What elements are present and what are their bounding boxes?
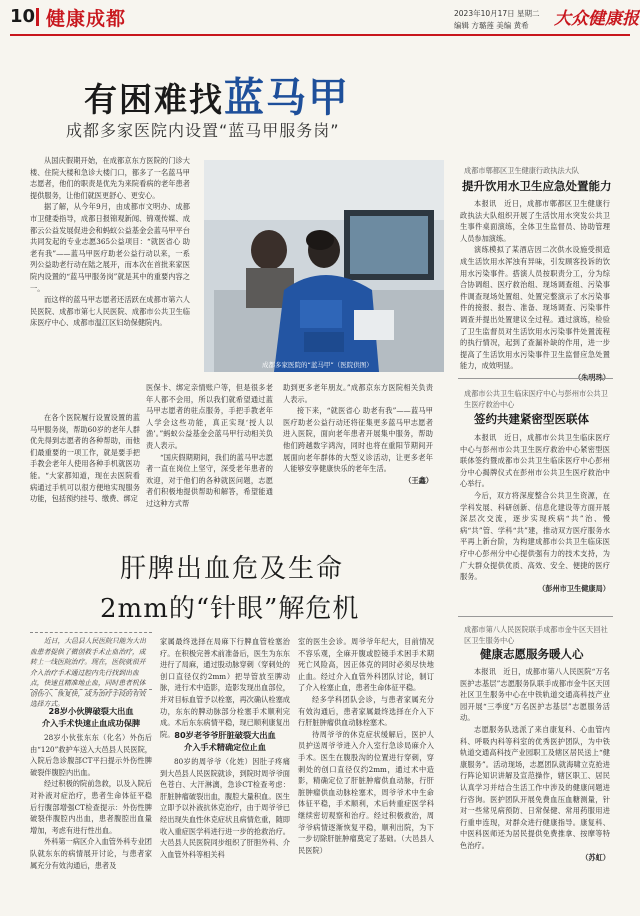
second-article-column-4: [298, 636, 434, 856]
news-brief-3-source: 成都市第八人民医院联手成都市金牛区天回社区卫生服务中心: [464, 625, 608, 645]
paragraph: 本报讯 近日，成都市郫都区卫生健康行政执法大队组织开展了生活饮用水突发公共卫生事件桌面演练，全体卫生监督员、协助管理人员参加演练。: [460, 199, 610, 243]
paragraph: 经过积极的院前急救，以及入院后对补液对症治疗，患者生命体征平稳后行腹部增强CT检查提示：外伤性脾破裂伴腹腔内出血，患者腹腔出血量增加，考虑有进行性出血。: [30, 779, 152, 835]
news-brief-3-body: [460, 666, 610, 863]
main-article-column-4: [283, 382, 433, 486]
paragraph: 室的医生会诊。周爷爷年纪大，目前情况不容乐观，全麻开腹或腔镜手术困手术期死亡风险高，因正体克的同时必须尽快地止血。经过介入血管外科团队讨论，制订了介入栓塞止血，患者生命体征平稳。: [298, 637, 434, 693]
paragraph: 外科第一病区介入血管外科专业团队就东东的病情展开讨论，与患者家属充分有效沟通后，患者及: [30, 837, 152, 870]
header-accent-bar: [36, 8, 39, 26]
photo-caption: 成都多家医院的“蓝马甲”（医院供图）: [262, 361, 373, 369]
main-headline-prefix: 有困难找: [84, 80, 224, 119]
second-article-subhead-1: [30, 705, 152, 729]
news-brief-2-title: 签约共建紧密型医联体: [474, 412, 589, 426]
second-article-subhead-2: [160, 729, 290, 753]
paragraph: 80岁的周爷爷（化姓）因肚子疼痛到大邑县人民医院就诊，到院时周爷爷面色苍白、大汗淋漓，急诊CT检查考虑：肝脏肿瘤破裂出血，腹腔大量积血。医生立即予以补液抗休克治疗，由于周爷爷已经出现失血性休克症状且病情危重，随即收入重症医学科进行进一步的抢救治疗。大邑县人民医院同步组织了肝胆外科、介入血管外科等相关科: [160, 757, 290, 859]
news-brief-1-source: 成都市郫都区卫生健康行政执法大队: [464, 166, 580, 175]
paragraph: 据了解，从今年9月，由成都市文明办、成都市卫健委指导，成都日报锦观新闻、锦观传媒、成都云公益发展促进会和蚂蚁公益基金会蓝马甲平台共同发起的专业志愿365公益项目：“就医省心 助老有我”——蓝马甲医疗助老公益行动以来，一系列公益助老行动在陆之展开，而本次在首批来家医院内设置的“蓝马甲服务岗”就是其中的重要内容之一。: [30, 202, 190, 293]
main-article-column-3: [146, 382, 273, 510]
issue-date: 2023年10月17日 星期二: [454, 9, 540, 18]
author-credit: （苏虹）: [581, 852, 610, 862]
editors-line: 编辑 方璐莲 美编 黄希: [454, 21, 529, 30]
news-brief-3-title: 健康志愿服务暖人心: [480, 647, 584, 661]
header-rule: [10, 34, 630, 36]
paragraph: 助到更多老年朋友。”成都京东方医院相关负责人表示。: [283, 383, 433, 404]
author-credit: （王鑫）: [404, 475, 433, 485]
subhead-text: 28岁小伙脾破裂大出血 介入手术快速止血成功保脾: [41, 706, 141, 728]
main-article-column-1: [30, 155, 190, 329]
paragraph: 家属最终选择在局麻下行脾血管栓塞治疗。在积极完善术前准备后，医生为东东进行了局麻，通过股动脉穿刺（穿刺处的创口直径仅约2mm）把导管放至脾动脉，进行术中造影，造影发现出血部位，并对目标血管予以栓塞，再次确认栓塞成功，东东的脾动脉部分栓塞手术顺利完成。术后东东病情平稳，现已顺利康复出院。: [160, 637, 290, 739]
paragraph: 28岁小伙张东东（化名）外伤后由“120”救护车送入大邑县人民医院，入院后急诊腹部CT平扫提示外伤性脾破裂伴腹腔内出血。: [30, 733, 152, 777]
paragraph: 本报讯 近日，成都市第八人民医院“万名医护志基层”志愿服务队联手成都市金牛区天回社区卫生服务中心在中铁轨道交通高科技产业园开展“三季度”万名医护志基层”志愿服务活动。: [460, 667, 610, 723]
main-headline-highlight: 蓝马甲: [224, 75, 350, 121]
paragraph: 待周爷爷的休克症状缓解后，医护人员护送周爷爷进入介入室行急诊局麻介入手术。医生在腹股沟的位置进行穿刺，穿刺处的创口直径仅约2mm，通过术中造影，精确定位了肝脏肿瘤供血动脉，行肝脏肿瘤供血动脉栓塞术，周爷爷术中生命体征平稳，手术顺利，术后转重症医学科继续密切观察和治疗。经过积极救治，周爷爷病情逐渐恢复平稳，顺利出院，为下一步切除肝脏肿瘤奠定了基础。（大邑县人民医院）: [298, 729, 434, 855]
subhead-text: 80岁老爷爷肝脏破裂大出血 介入手术精确定位止血: [174, 730, 276, 752]
news-brief-1-title: 提升饮用水卫生应急处置能力: [462, 179, 612, 193]
news-brief-2-body: [460, 432, 610, 594]
second-article-lead: 近日，大邑县人民医院只能为大出血患者提供了微创救手术止血治疗，成转上一线医院治疗。现在，医院就很开介入治疗手术通过腔内先行找到出血点，快速且精准地止血，同时患者机体创伤小、恢复快，成为治疗手段的有效选择方式。: [30, 637, 146, 708]
paragraph: 接下来，“就医省心 助老有我”——蓝马甲医疗助老公益行动还将征集更多蓝马甲志愿者进入医院，面向老年患者开展集中服务，帮助他们跨越数字鸿沟，同时也将在重阳节期间开展面向老年群体的大型义诊活动，让更多老年人能够安享健康快乐的老年生活。: [283, 406, 433, 474]
main-headline: [84, 66, 350, 123]
page-number: 10: [10, 6, 36, 27]
paragraph: 而这样的蓝马甲志愿者还活跃在成都市第六人民医院、成都市第七人民医院、成都市公共卫生临床医疗中心、成都市温江区妇幼保健院内。: [30, 295, 190, 328]
brief-divider: [458, 616, 613, 617]
paragraph: 在各个医院履行设置设置的蓝马甲服务岗，帮助60岁的老年人群优先得到志愿者的各种帮助，而他们最重要的一项工作，就是要手把手教会老年人使用各种手机就医功能。“大家都知道，现在去医院看病通过手机可以很方便地实现服务功能，包括预约挂号、缴费、绑定: [30, 413, 140, 504]
news-brief-2-source: 成都市公共卫生临床医疗中心与彭州市公共卫生医疗救治中心: [464, 389, 608, 409]
paragraph: 志愿服务队选派了来自康复科、心血管内科、呼吸内科等科室的优秀医护团队，为中铁轨道交通高科技产业园职工及辖区居民送上“健康服务”。活动现场，志愿团队就海啸立克抢进行阵论知识讲解及宣范操作，辖区职工、居民认真学习并结合生活工作中涉及的健康问题进行咨询。医护团队开展免费血压血糖测量，针对一些常见病预防、日常保健、常用药服用进行重申连现，对群众进行健康指导。康复科、中医科医师还为居民提供免费推拿、按摩等特色治疗。: [460, 724, 610, 850]
volunteer-photo: [204, 160, 444, 372]
author-credit: （彭州市卫生健康局）: [538, 583, 610, 593]
paragraph: 从国庆假期开始，在成都京东方医院的门诊大楼、住院大楼和急诊大楼门口，都多了一名蓝马甲志愿者，他们的职责是优先为来院看病的老年患者提供服务，让他们就医更舒心、更安心。: [30, 156, 190, 200]
page-header: [0, 0, 640, 42]
paragraph: 医保卡、绑定亲情账户等，但是很多老年人都不会用，所以我们就希望通过蓝马甲志愿者的驻点服务，手把手教老年人学会这些功能，真正实现‘授人以渔’。”蚂蚁公益基金会蓝马甲行动相关负责人表示。: [146, 383, 273, 450]
paragraph: “国庆假期期间，我们的蓝马甲志愿者一直在岗位上坚守，深受老年患者的欢迎，对于他们的各种就医问题，志愿者们积极地提供帮助和解答，希望能通过这种方式帮: [146, 452, 273, 508]
paragraph: 演练模拟了某酒店因二次供水设施受损造成生活饮用水浑浊有异味，引发顾客投诉的饮用水污染事件。搭演人员按职责分工，分为综合协调组、医疗救治组、现场调查组、污染事件调查现场处置组、处置完整演示了水污染事件的接报、报告、准备、现场调查、污染事件调查并提出处置建议全过程。通过演练，检验了卫生监督员对生活饮用水污染事件处置流程的执行情况，起到了查漏补缺的作用，进一步提高了生活饮用水污染事件卫生监督应急处置能力，成效明显。: [460, 245, 610, 371]
paragraph: 本报讯 近日，成都市公共卫生临床医疗中心与彭州市公共卫生医疗救治中心紧密型医联体签约暨成都市公共卫生临床医疗中心彭州分中心揭牌仪式在彭州市公共卫生医疗救治中心举行。: [460, 433, 610, 489]
second-headline-line-1: 肝脾出血危及生命: [120, 554, 345, 584]
news-brief-1-body: [460, 198, 610, 384]
main-article-column-2: [30, 412, 140, 505]
second-article-column-2: [160, 636, 290, 740]
photo-illustration: [204, 160, 444, 372]
paragraph: 经多学科团队会诊，与患者家属充分有效沟通后，患者家属最终选择在介入下行肝脏肿瘤供血动脉栓塞术。: [298, 694, 434, 728]
main-subheadline: 成都多家医院内设置“蓝马甲服务岗”: [66, 121, 340, 140]
second-article-column-3: [160, 756, 290, 860]
brief-divider: [458, 378, 613, 379]
paragraph: 今后，双方将深度整合公共卫生资源，在学科发展、科研创新、信息化建设等方面开展深层次交流，逐步实现疾病“共”治、慢病“共”管、学科“共”建，推动双方医疗服务水平再上新台阶，为构建成都市公共卫生临床医疗中心彭州分中心提供强有力的技术支持，为广大群众提供优质、高效、安全、便捷的医疗服务。: [460, 490, 610, 582]
section-name: 健康成都: [46, 8, 127, 30]
second-article-column-1: [30, 732, 152, 871]
newspaper-masthead: 大众健康报: [554, 9, 639, 29]
second-headline-line-2: 2mm的“针眼”解危机: [100, 594, 360, 624]
